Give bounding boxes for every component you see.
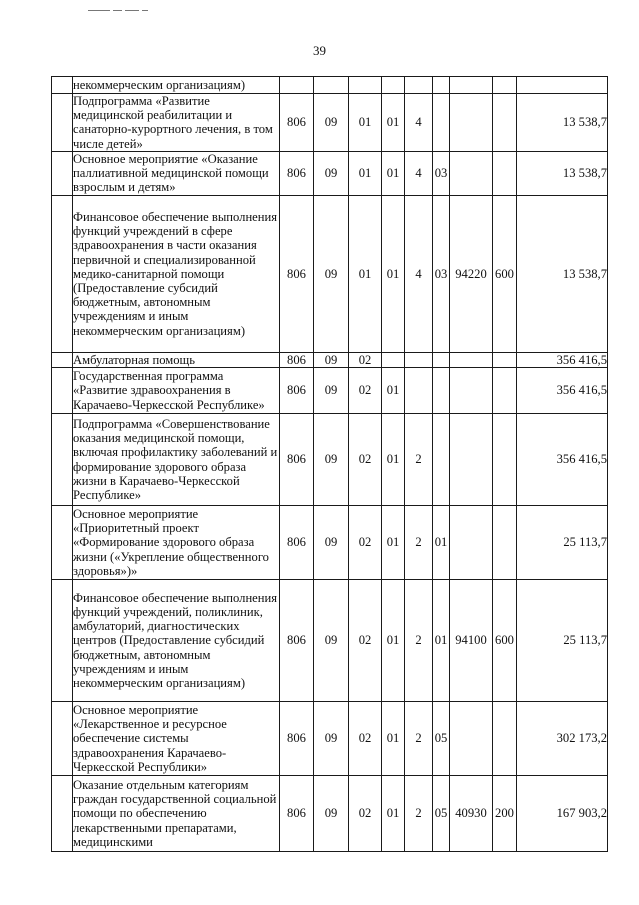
cell-cs3: 01 bbox=[433, 506, 450, 580]
cell-vr bbox=[493, 368, 517, 414]
cell-cs1: 01 bbox=[382, 414, 405, 506]
cell-sum: 13 538,7 bbox=[517, 195, 608, 352]
cell-cs2 bbox=[405, 77, 433, 94]
cell-cs1: 01 bbox=[382, 580, 405, 702]
cell-ved: 806 bbox=[280, 352, 314, 367]
cell-ved bbox=[280, 77, 314, 94]
row-name: Амбулаторная помощь bbox=[73, 352, 280, 367]
cell-sum: 356 416,5 bbox=[517, 414, 608, 506]
cell-cs2 bbox=[405, 368, 433, 414]
cell-cs1: 01 bbox=[382, 195, 405, 352]
cell-rz: 09 bbox=[314, 368, 349, 414]
cell-rz: 09 bbox=[314, 506, 349, 580]
cell-vr bbox=[493, 94, 517, 152]
cell-sum: 302 173,2 bbox=[517, 702, 608, 776]
cell-cs4 bbox=[450, 414, 493, 506]
row-name: Основное мероприятие «Лекарственное и ресурсное обеспечение системы здравоохранения Карачаево-Черкесской Республики» bbox=[73, 702, 280, 776]
cell-pr: 01 bbox=[349, 94, 382, 152]
cell-ved: 806 bbox=[280, 506, 314, 580]
cell-cs3 bbox=[433, 94, 450, 152]
row-name: некоммерческим организациям) bbox=[73, 77, 280, 94]
cell-sum: 13 538,7 bbox=[517, 151, 608, 195]
scan-artifact bbox=[88, 10, 158, 13]
cell-ved: 806 bbox=[280, 368, 314, 414]
cell-ved: 806 bbox=[280, 151, 314, 195]
row-name: Оказание отдельным категориям граждан государственной социальной помощи по обеспечению лекарственными препаратами, медицинскими bbox=[73, 776, 280, 852]
cell-ved: 806 bbox=[280, 94, 314, 152]
cell-vr bbox=[493, 151, 517, 195]
cell-cs2 bbox=[405, 352, 433, 367]
cell-ved: 806 bbox=[280, 702, 314, 776]
table-row bbox=[52, 94, 608, 152]
cell-cs4 bbox=[450, 151, 493, 195]
cell-cs3 bbox=[433, 77, 450, 94]
table-row bbox=[52, 506, 608, 580]
cell-pr: 02 bbox=[349, 506, 382, 580]
row-margin-cell bbox=[52, 776, 73, 852]
cell-cs4 bbox=[450, 506, 493, 580]
cell-cs1 bbox=[382, 352, 405, 367]
cell-cs4: 94220 bbox=[450, 195, 493, 352]
row-name: Основное мероприятие «Приоритетный проект «Формирование здорового образа жизни («Укрепление общественного здоровья»)» bbox=[73, 506, 280, 580]
row-name: Финансовое обеспечение выполнения функций учреждений в сфере здравоохранения в части оказания первичной и специализированной медико-санитарной помощи (Предоставление субсидий бюджетным, автономным учреждениям и иным некоммерческим организациям) bbox=[73, 195, 280, 352]
row-name: Финансовое обеспечение выполнения функций учреждений, поликлиник, амбулаторий, диагностических центров (Предоставление субсидий бюджетным, автономным учреждениям и иным некоммерческим организациям) bbox=[73, 580, 280, 702]
cell-rz: 09 bbox=[314, 702, 349, 776]
cell-ved: 806 bbox=[280, 195, 314, 352]
table-row bbox=[52, 702, 608, 776]
row-margin-cell bbox=[52, 368, 73, 414]
cell-cs4: 94100 bbox=[450, 580, 493, 702]
cell-pr: 02 bbox=[349, 776, 382, 852]
row-margin-cell bbox=[52, 352, 73, 367]
cell-cs3 bbox=[433, 368, 450, 414]
row-margin-cell bbox=[52, 94, 73, 152]
cell-cs4: 40930 bbox=[450, 776, 493, 852]
cell-sum: 13 538,7 bbox=[517, 94, 608, 152]
table-row bbox=[52, 195, 608, 352]
cell-cs3 bbox=[433, 352, 450, 367]
cell-vr: 600 bbox=[493, 580, 517, 702]
cell-pr bbox=[349, 77, 382, 94]
cell-rz: 09 bbox=[314, 151, 349, 195]
cell-pr: 02 bbox=[349, 580, 382, 702]
cell-cs4 bbox=[450, 352, 493, 367]
row-name: Подпрограмма «Совершенствование оказания медицинской помощи, включая профилактику заболеваний и формирование здорового образа жизни в Карачаево-Черкесской Республике» bbox=[73, 414, 280, 506]
cell-cs4 bbox=[450, 94, 493, 152]
table-body bbox=[52, 77, 608, 852]
cell-ved: 806 bbox=[280, 580, 314, 702]
cell-ved: 806 bbox=[280, 776, 314, 852]
cell-pr: 01 bbox=[349, 151, 382, 195]
table-row bbox=[52, 580, 608, 702]
cell-cs1: 01 bbox=[382, 776, 405, 852]
cell-vr bbox=[493, 702, 517, 776]
row-name: Основное мероприятие «Оказание паллиативной медицинской помощи взрослым и детям» bbox=[73, 151, 280, 195]
cell-cs4 bbox=[450, 77, 493, 94]
cell-cs4 bbox=[450, 368, 493, 414]
cell-cs2: 2 bbox=[405, 580, 433, 702]
cell-cs2: 2 bbox=[405, 506, 433, 580]
cell-vr bbox=[493, 352, 517, 367]
cell-vr bbox=[493, 506, 517, 580]
cell-vr bbox=[493, 414, 517, 506]
table-row bbox=[52, 77, 608, 94]
cell-cs1: 01 bbox=[382, 94, 405, 152]
row-margin-cell bbox=[52, 195, 73, 352]
cell-sum: 25 113,7 bbox=[517, 506, 608, 580]
cell-rz: 09 bbox=[314, 414, 349, 506]
cell-pr: 02 bbox=[349, 352, 382, 367]
cell-cs1: 01 bbox=[382, 702, 405, 776]
cell-vr bbox=[493, 77, 517, 94]
cell-cs3: 05 bbox=[433, 776, 450, 852]
row-name: Государственная программа «Развитие здравоохранения в Карачаево-Черкесской Республике» bbox=[73, 368, 280, 414]
cell-sum: 25 113,7 bbox=[517, 580, 608, 702]
cell-cs2: 4 bbox=[405, 151, 433, 195]
cell-cs3: 01 bbox=[433, 580, 450, 702]
row-margin-cell bbox=[52, 506, 73, 580]
cell-cs3: 03 bbox=[433, 195, 450, 352]
row-name: Подпрограмма «Развитие медицинской реабилитации и санаторно-курортного лечения, в том числе детей» bbox=[73, 94, 280, 152]
cell-sum: 356 416,5 bbox=[517, 368, 608, 414]
cell-cs1: 01 bbox=[382, 368, 405, 414]
cell-rz: 09 bbox=[314, 195, 349, 352]
cell-rz bbox=[314, 77, 349, 94]
row-margin-cell bbox=[52, 702, 73, 776]
cell-cs2: 2 bbox=[405, 702, 433, 776]
table-row bbox=[52, 776, 608, 852]
cell-cs2: 4 bbox=[405, 195, 433, 352]
cell-cs1: 01 bbox=[382, 151, 405, 195]
cell-cs1: 01 bbox=[382, 506, 405, 580]
page-number: 39 bbox=[313, 43, 326, 58]
table-row bbox=[52, 151, 608, 195]
budget-table bbox=[51, 76, 608, 852]
cell-pr: 02 bbox=[349, 702, 382, 776]
cell-rz: 09 bbox=[314, 580, 349, 702]
table-row bbox=[52, 368, 608, 414]
row-margin-cell bbox=[52, 151, 73, 195]
cell-cs3 bbox=[433, 414, 450, 506]
cell-vr: 200 bbox=[493, 776, 517, 852]
cell-pr: 02 bbox=[349, 414, 382, 506]
row-margin-cell bbox=[52, 414, 73, 506]
table-row bbox=[52, 414, 608, 506]
cell-cs3: 03 bbox=[433, 151, 450, 195]
cell-pr: 02 bbox=[349, 368, 382, 414]
cell-cs2: 4 bbox=[405, 94, 433, 152]
cell-cs2: 2 bbox=[405, 414, 433, 506]
row-margin-cell bbox=[52, 580, 73, 702]
cell-cs2: 2 bbox=[405, 776, 433, 852]
cell-rz: 09 bbox=[314, 776, 349, 852]
cell-sum bbox=[517, 77, 608, 94]
cell-rz: 09 bbox=[314, 94, 349, 152]
row-margin-cell bbox=[52, 77, 73, 94]
cell-cs1 bbox=[382, 77, 405, 94]
table-row bbox=[52, 352, 608, 367]
cell-pr: 01 bbox=[349, 195, 382, 352]
cell-sum: 356 416,5 bbox=[517, 352, 608, 367]
cell-cs4 bbox=[450, 702, 493, 776]
cell-rz: 09 bbox=[314, 352, 349, 367]
cell-sum: 167 903,2 bbox=[517, 776, 608, 852]
cell-ved: 806 bbox=[280, 414, 314, 506]
cell-vr: 600 bbox=[493, 195, 517, 352]
cell-cs3: 05 bbox=[433, 702, 450, 776]
